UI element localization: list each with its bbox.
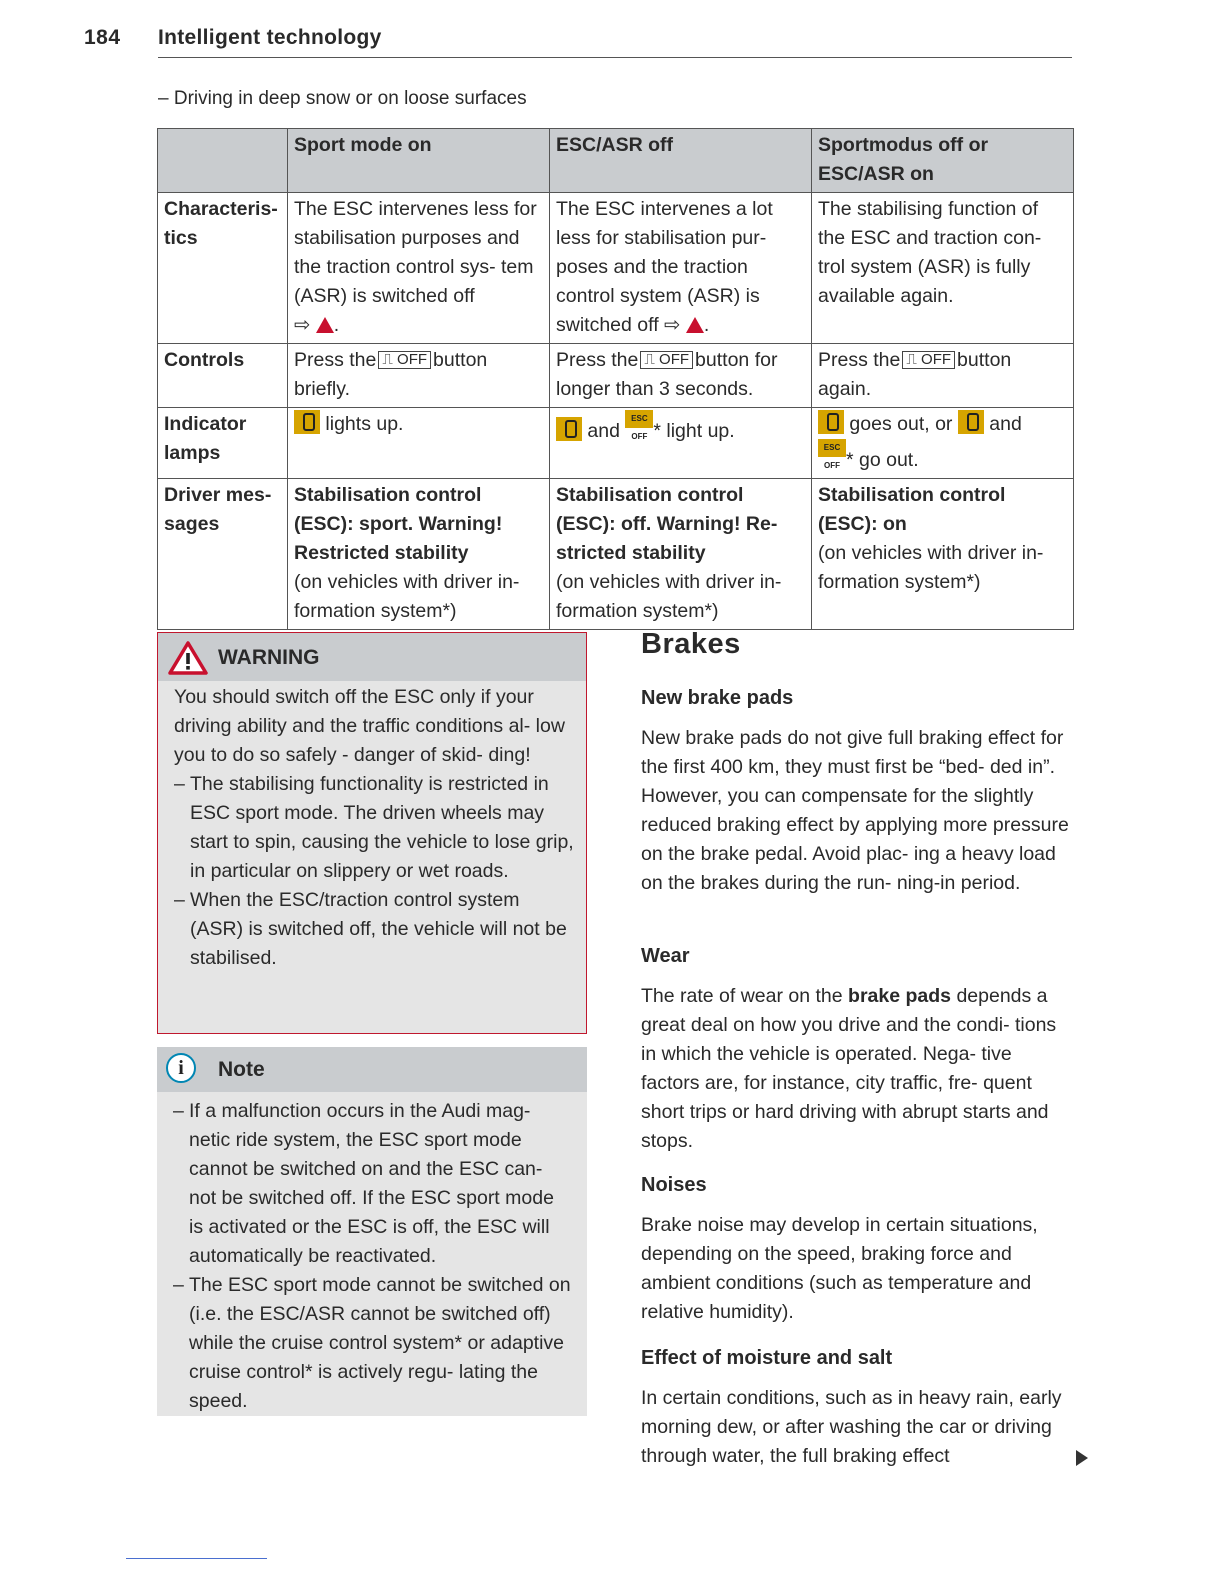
new-pads-text-wrap (641, 724, 1073, 898)
warning-box (157, 632, 587, 1034)
list-item: – If a malfunction occurs in the Audi mag- netic ride system, the ESC sport mode cannot be switched on and the ESC can- not be switched off. If the ESC sport mode is activated or the ESC is off, the ESC will automatically be reactivated. (173, 1097, 573, 1271)
warning-triangle-icon (316, 317, 334, 333)
wear-section (641, 942, 1073, 971)
list-item: – The ESC sport mode cannot be switched on (i.e. the ESC/ASR cannot be switched off) while the cruise control system* or adaptive cruise control* is actively regu- lating the speed. (173, 1271, 573, 1416)
warning-triangle-icon (686, 317, 704, 333)
warning-triangle-icon (168, 641, 208, 675)
moisture-text-wrap (641, 1384, 1073, 1471)
moisture-heading: Effect of moisture and salt (641, 1347, 893, 1369)
table-header-empty (158, 129, 288, 193)
row-label-controls: Controls (158, 344, 288, 408)
section-title: Intelligent technology (158, 26, 382, 49)
note-header (157, 1047, 587, 1092)
row-label-characteristics: Characteris- tics (158, 193, 288, 344)
cell-driver-esc-on: Stabilisation control (ESC): on (on vehicles with driver in- formation system*) (812, 479, 1074, 630)
intro-line: – Driving in deep snow or on loose surfaces (158, 88, 527, 109)
warning-title: WARNING (218, 646, 320, 669)
cell-indicator-esc-off: and ESC OFF * light up. (550, 408, 812, 479)
cell-text: The ESC intervenes a lot less for stabilisation pur- poses and the traction control system (ASR) is switched off (556, 198, 773, 336)
note-body (173, 1097, 573, 1416)
esc-off-button-icon: ⎍ OFF (902, 351, 955, 369)
table-row (158, 344, 1074, 408)
cell-controls-sport: Press the ⎍ OFF button briefly. (288, 344, 550, 408)
page-number: 184 (84, 26, 121, 49)
cell-indicator-sport: lights up. (288, 408, 550, 479)
row-label-driver-messages: Driver mes- sages (158, 479, 288, 630)
warning-body (174, 683, 574, 973)
list-item: – When the ESC/traction control system (ASR) is switched off, the vehicle will not be stabilised. (174, 886, 574, 973)
table-row (158, 193, 1074, 344)
cell-indicator-esc-on: goes out, or and ESC OFF * go out. (812, 408, 1074, 479)
footer-line (126, 1558, 267, 1559)
wear-text: The rate of wear on the brake pads depends a great deal on how you drive and the condi- tions in which the vehicle is operated. Nega- tive factors are, for instance, city traffic, fre- quent short trips or hard driving with abrupt starts and stops. (641, 985, 1057, 1152)
cell-characteristics-sport: The ESC intervenes less for stabilisation purposes and the traction control sys- tem (ASR) is switched off ⇨ . (288, 193, 550, 344)
info-icon: i (166, 1053, 196, 1083)
moisture-section (641, 1344, 1073, 1373)
esc-warning-lamp-icon (556, 417, 582, 441)
cell-characteristics-esc-off: The ESC intervenes a lot less for stabilisation pur- poses and the traction control system (ASR) is switched off ⇨ . (550, 193, 812, 344)
cell-driver-esc-off: Stabilisation control (ESC): off. Warning! Re- stricted stability (on vehicles with driver in- formation system*) (550, 479, 812, 630)
note-title: Note (218, 1058, 265, 1081)
cell-driver-sport: Stabilisation control (ESC): sport. Warning! Restricted stability (on vehicles with driver in- formation system*) (288, 479, 550, 630)
warning-text: You should switch off the ESC only if your driving ability and the traffic conditions al- low you to do so safely - danger of skid- ding! (174, 686, 565, 766)
cell-text: The ESC intervenes less for stabilisation purposes and the traction control sys- tem (ASR) is switched off (294, 198, 537, 307)
new-pads-section (641, 684, 1073, 713)
esc-off-button-icon: ⎍ OFF (640, 351, 693, 369)
wear-heading: Wear (641, 945, 690, 967)
esc-mode-table (157, 128, 1074, 630)
noises-section (641, 1171, 1073, 1200)
new-pads-text: New brake pads do not give full braking effect for the first 400 km, they must first be “bed- ded in”. However, you can compensate for the slightly reduced braking effect by applying more pressure on the brake pedal. Avoid plac- ing a heavy load on the brakes during the run- ning-in period. (641, 727, 1069, 894)
esc-off-button-icon: ⎍ OFF (378, 351, 431, 369)
table-header-esc-on: Sportmodus off or ESC/ASR on (812, 129, 1074, 193)
esc-warning-lamp-icon (294, 410, 320, 434)
header-rule (158, 57, 1072, 58)
table-header-esc-off: ESC/ASR off (550, 129, 812, 193)
esc-off-lamp-icon: ESC OFF (625, 410, 653, 428)
table-header-row (158, 129, 1074, 193)
esc-off-lamp-icon: ESC OFF (818, 439, 846, 457)
brakes-heading-wrap (641, 630, 1073, 659)
table-row (158, 479, 1074, 630)
note-box (157, 1047, 587, 1416)
noises-heading: Noises (641, 1174, 707, 1196)
esc-warning-lamp-icon (958, 410, 984, 434)
continue-arrow-icon (1076, 1450, 1088, 1466)
new-pads-heading: New brake pads (641, 687, 794, 709)
wear-text-wrap (641, 982, 1073, 1156)
brakes-title: Brakes (641, 628, 741, 660)
cell-controls-esc-on: Press the ⎍ OFF button again. (812, 344, 1074, 408)
list-item: – The stabilising functionality is restricted in ESC sport mode. The driven wheels may start to spin, causing the vehicle to lose grip, in particular on slippery or wet roads. (174, 770, 574, 886)
row-label-indicator: Indicator lamps (158, 408, 288, 479)
noises-text-wrap (641, 1211, 1073, 1327)
brake-pads-bold: brake pads (848, 985, 952, 1007)
warning-header (158, 633, 586, 681)
esc-warning-lamp-icon (818, 410, 844, 434)
cell-characteristics-esc-on: The stabilising function of the ESC and traction con- trol system (ASR) is fully available again. (812, 193, 1074, 344)
cell-controls-esc-off: Press the ⎍ OFF button for longer than 3 seconds. (550, 344, 812, 408)
table-row (158, 408, 1074, 479)
moisture-text: In certain conditions, such as in heavy rain, early morning dew, or after washing the car or driving through water, the full braking effect (641, 1387, 1062, 1467)
noises-text: Brake noise may develop in certain situations, depending on the speed, braking force and ambient conditions (such as temperature and relative humidity). (641, 1214, 1038, 1323)
table-header-sport: Sport mode on (288, 129, 550, 193)
